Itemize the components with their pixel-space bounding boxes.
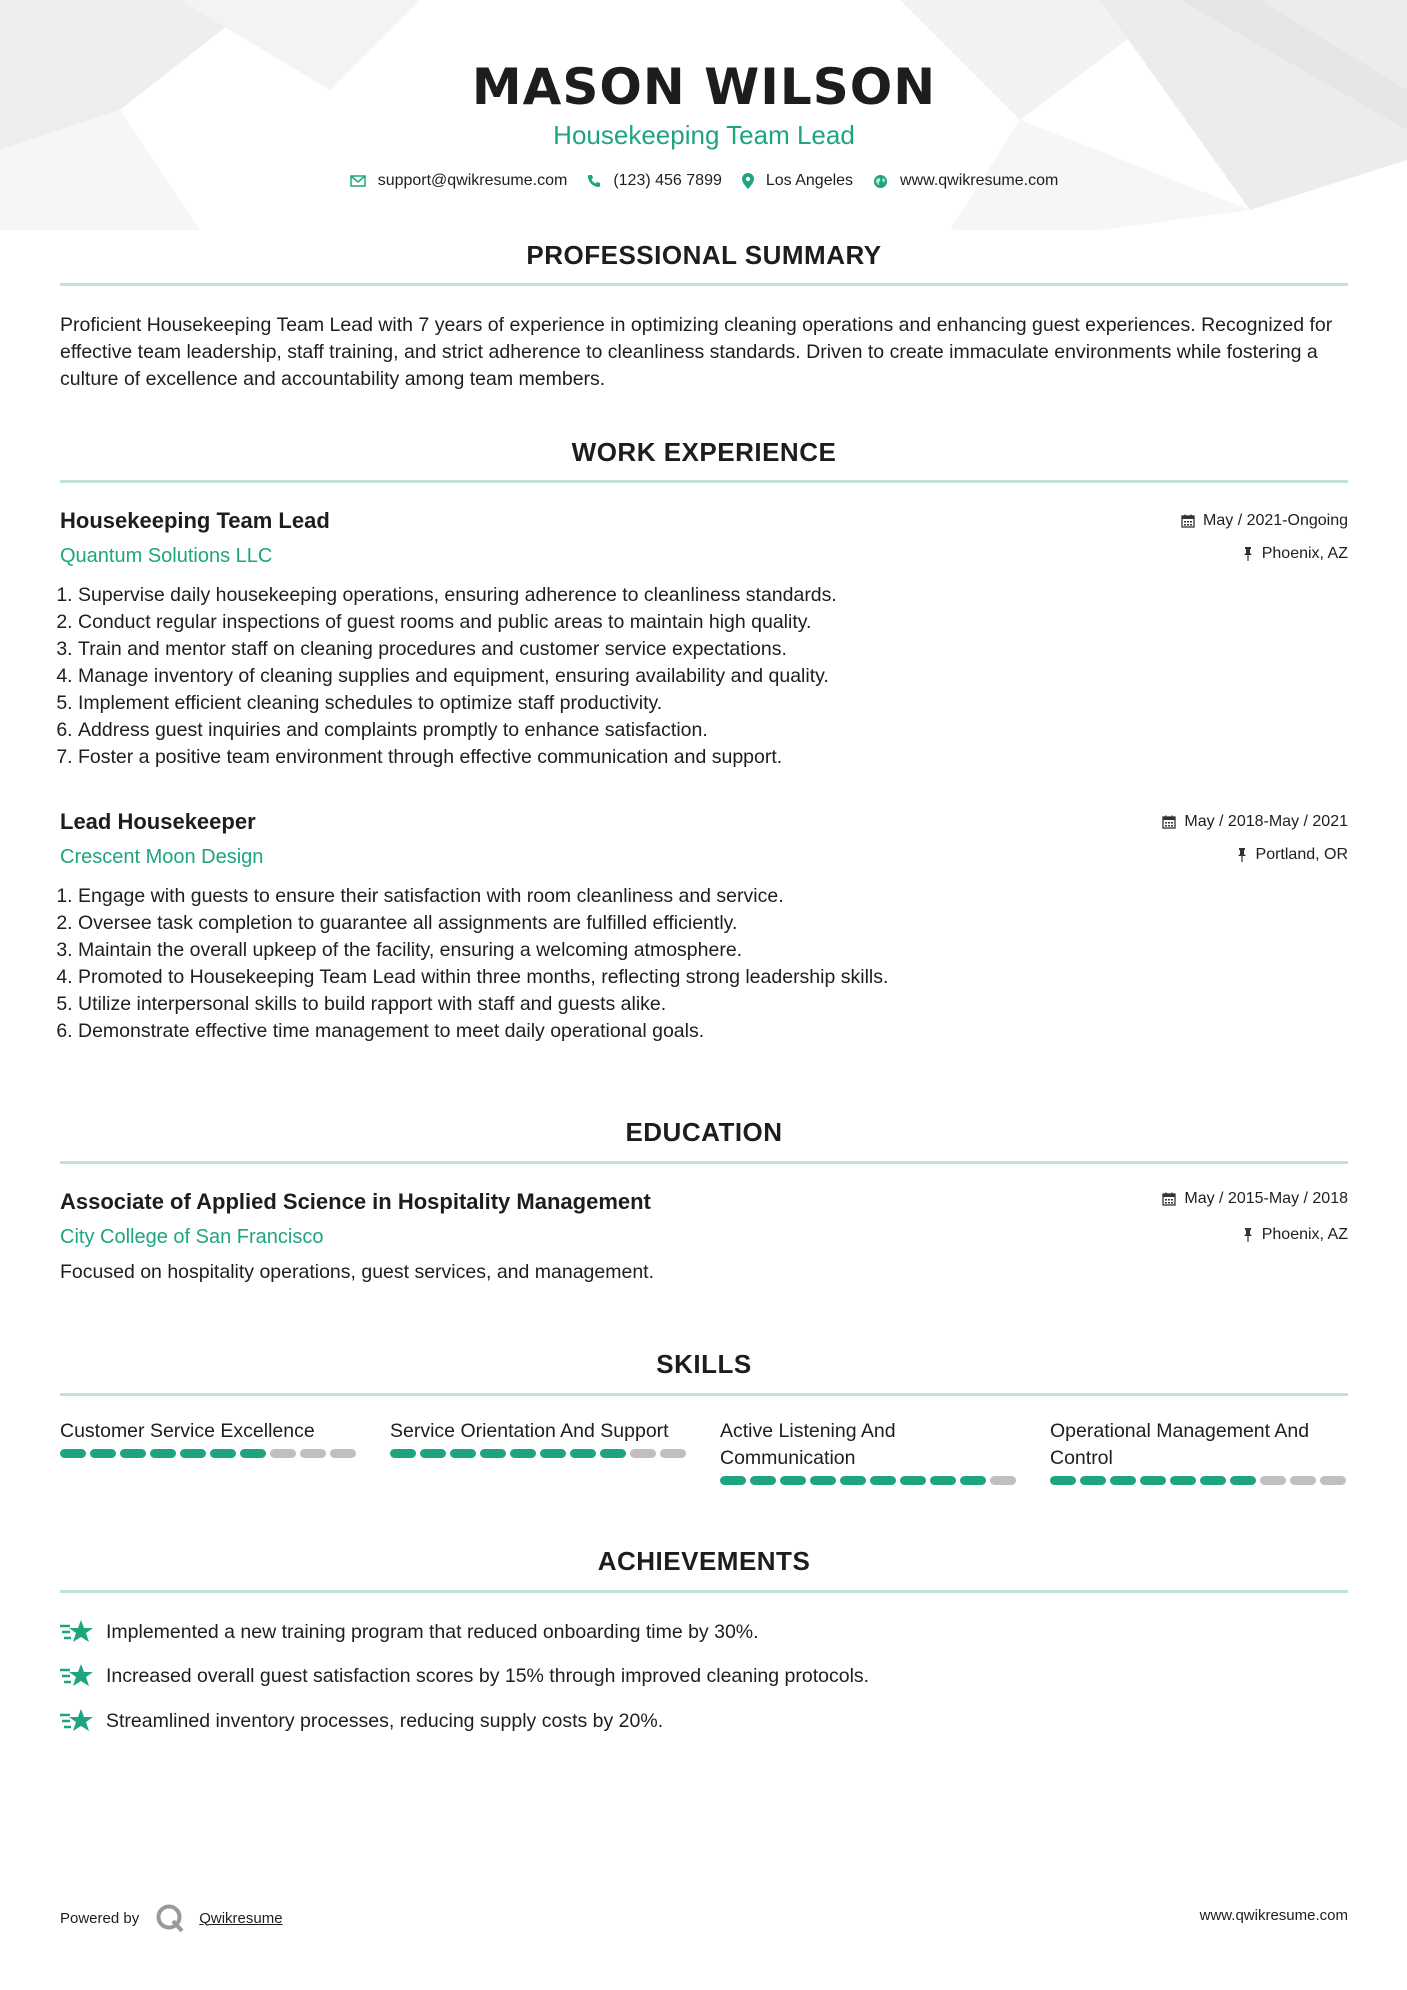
summary-heading: PROFESSIONAL SUMMARY xyxy=(526,240,882,270)
job-title: Lead Housekeeper xyxy=(60,809,256,834)
achievements-rule xyxy=(60,1590,1348,1593)
contact-website[interactable] xyxy=(873,172,1058,190)
experience-heading: WORK EXPERIENCE xyxy=(571,437,837,467)
achievement-item xyxy=(60,1618,1348,1646)
education-location-text: Phoenix, AZ xyxy=(1261,1226,1348,1243)
skill-level-segment xyxy=(1200,1476,1226,1485)
skill-name: Operational Management And Control xyxy=(1050,1420,1310,1469)
skill-level-segment xyxy=(1050,1476,1076,1485)
skill-level-segment xyxy=(1290,1476,1316,1485)
achievement-text: Increased overall guest satisfaction scores by 15% through improved cleaning protocols. xyxy=(106,1664,870,1687)
skill-name: Active Listening And Communication xyxy=(720,1420,896,1469)
job-location xyxy=(1242,545,1348,563)
list-item: 1. Supervise daily housekeeping operations, ensuring adherence to cleanliness standards. xyxy=(78,582,1348,609)
skill-level-segment xyxy=(870,1476,896,1485)
skill-level-segment xyxy=(90,1449,116,1458)
skill-level-segment xyxy=(930,1476,956,1485)
list-item: 6. Address guest inquiries and complaints promptly to enhance satisfaction. xyxy=(78,717,1348,744)
skill-level-segment xyxy=(840,1476,866,1485)
footer-website[interactable]: www.qwikresume.com xyxy=(1199,1907,1348,1924)
skill-level-segment xyxy=(900,1476,926,1485)
skill-level-bar xyxy=(1050,1476,1348,1485)
qwikresume-logo-icon xyxy=(155,1903,185,1933)
map-pin-icon xyxy=(742,173,754,189)
skill-level-segment xyxy=(480,1449,506,1458)
list-item: 3. Train and mentor staff on cleaning procedures and customer service expectations. xyxy=(78,636,1348,663)
skill-level-segment xyxy=(990,1476,1016,1485)
star-icon xyxy=(60,1618,94,1646)
education-rule xyxy=(60,1161,1348,1164)
calendar-icon xyxy=(1162,1192,1176,1206)
skill-level-segment xyxy=(720,1476,746,1485)
skill-name: Service Orientation And Support xyxy=(390,1420,669,1442)
list-item: 2. Conduct regular inspections of guest rooms and public areas to maintain high quality. xyxy=(78,609,1348,636)
job-company: Quantum Solutions LLC xyxy=(60,545,273,567)
skill-level-segment xyxy=(570,1449,596,1458)
skill-level-segment xyxy=(330,1449,356,1458)
contact-location xyxy=(742,172,853,190)
job-dates-text: May / 2021-Ongoing xyxy=(1203,512,1348,529)
candidate-name: MASON WILSON xyxy=(471,58,937,116)
pushpin-icon xyxy=(1242,1228,1254,1242)
skill-item xyxy=(720,1418,1018,1508)
list-item: 5. Utilize interpersonal skills to build rapport with staff and guests alike. xyxy=(78,991,1348,1018)
job-duties-list xyxy=(42,582,1348,771)
skill-level-segment xyxy=(510,1449,536,1458)
skill-level-segment xyxy=(750,1476,776,1485)
skill-item xyxy=(1050,1418,1348,1508)
contact-email-text: support@qwikresume.com xyxy=(377,172,568,189)
skills-grid xyxy=(60,1418,1348,1508)
skill-level-bar xyxy=(390,1449,688,1458)
list-item: 4. Manage inventory of cleaning supplies and equipment, ensuring availability and quality. xyxy=(78,663,1348,690)
skill-level-segment xyxy=(1230,1476,1256,1485)
achievements-heading: ACHIEVEMENTS xyxy=(597,1546,811,1576)
achievement-item xyxy=(60,1662,1348,1690)
skill-level-segment xyxy=(1110,1476,1136,1485)
degree-title: Associate of Applied Science in Hospitality Management xyxy=(60,1189,651,1214)
skill-level-segment xyxy=(1170,1476,1196,1485)
job-location-text: Phoenix, AZ xyxy=(1261,545,1348,562)
list-item: 2. Oversee task completion to guarantee all assignments are fulfilled efficiently. xyxy=(78,910,1348,937)
skill-level-segment xyxy=(540,1449,566,1458)
school-name: City College of San Francisco xyxy=(60,1226,324,1248)
skill-level-segment xyxy=(1260,1476,1286,1485)
job-dates xyxy=(1181,512,1348,530)
summary-text: Proficient Housekeeping Team Lead with 7 years of experience in optimizing cleaning operations and enhancing guest experiences. Recognized for effective team leadership, staff training, and strict adherence to cleanliness standards. Driven to create immaculate environments while fostering a culture of excellence and accountability among team members. xyxy=(60,314,1333,390)
powered-by-label: Powered by xyxy=(60,1909,140,1927)
achievement-text: Implemented a new training program that reduced onboarding time by 30%. xyxy=(106,1620,759,1643)
globe-icon xyxy=(873,174,888,189)
list-item: 1. Engage with guests to ensure their satisfaction with room cleanliness and service. xyxy=(78,883,1348,910)
contact-phone[interactable] xyxy=(587,172,722,190)
skill-level-segment xyxy=(1080,1476,1106,1485)
skills-heading: SKILLS xyxy=(656,1349,752,1379)
footer-powered-by xyxy=(60,1903,283,1933)
summary-rule xyxy=(60,283,1348,286)
contact-location-text: Los Angeles xyxy=(765,172,854,189)
skill-level-segment xyxy=(300,1449,326,1458)
skill-level-bar xyxy=(720,1476,1018,1485)
skill-level-segment xyxy=(210,1449,236,1458)
envelope-icon xyxy=(350,175,366,187)
experience-rule xyxy=(60,480,1348,483)
skill-level-segment xyxy=(390,1449,416,1458)
education-description: Focused on hospitality operations, guest services, and management. xyxy=(60,1261,655,1283)
achievement-item xyxy=(60,1707,1348,1735)
job-location xyxy=(1236,846,1348,864)
contact-website-text: www.qwikresume.com xyxy=(900,172,1059,189)
contact-bar xyxy=(60,172,1348,190)
skill-level-segment xyxy=(1320,1476,1346,1485)
education-heading: EDUCATION xyxy=(625,1117,783,1147)
achievement-text: Streamlined inventory processes, reducing supply costs by 20%. xyxy=(106,1709,664,1732)
job-location-text: Portland, OR xyxy=(1255,846,1348,863)
star-icon xyxy=(60,1707,94,1735)
qwikresume-link[interactable]: Qwikresume xyxy=(199,1909,283,1927)
star-icon xyxy=(60,1662,94,1690)
skill-level-bar xyxy=(60,1449,358,1458)
skill-item xyxy=(390,1418,688,1508)
skills-rule xyxy=(60,1393,1348,1396)
education-location xyxy=(1242,1226,1348,1244)
pushpin-icon xyxy=(1242,547,1254,561)
skill-item xyxy=(60,1418,358,1508)
skill-level-segment xyxy=(240,1449,266,1458)
job-duties-list xyxy=(42,883,1348,1045)
skill-level-segment xyxy=(270,1449,296,1458)
calendar-icon xyxy=(1181,514,1195,528)
candidate-title: Housekeeping Team Lead xyxy=(553,120,855,150)
contact-email[interactable] xyxy=(350,172,568,190)
list-item: 3. Maintain the overall upkeep of the facility, ensuring a welcoming atmosphere. xyxy=(78,937,1348,964)
skill-level-segment xyxy=(1140,1476,1166,1485)
contact-phone-text: (123) 456 7899 xyxy=(613,172,722,189)
education-dates-text: May / 2015-May / 2018 xyxy=(1184,1190,1348,1207)
skill-level-segment xyxy=(630,1449,656,1458)
skill-level-segment xyxy=(810,1476,836,1485)
list-item: 4. Promoted to Housekeeping Team Lead within three months, reflecting strong leadership skills. xyxy=(78,964,1348,991)
skill-name: Customer Service Excellence xyxy=(60,1420,315,1442)
skill-level-segment xyxy=(660,1449,686,1458)
list-item: 7. Foster a positive team environment through effective communication and support. xyxy=(78,744,1348,771)
job-title: Housekeeping Team Lead xyxy=(60,508,330,533)
skill-level-segment xyxy=(60,1449,86,1458)
list-item: 5. Implement efficient cleaning schedules to optimize staff productivity. xyxy=(78,690,1348,717)
pushpin-icon xyxy=(1236,848,1248,862)
phone-icon xyxy=(587,174,601,188)
skill-level-segment xyxy=(600,1449,626,1458)
skill-level-segment xyxy=(180,1449,206,1458)
skill-level-segment xyxy=(120,1449,146,1458)
calendar-icon xyxy=(1162,815,1176,829)
job-company: Crescent Moon Design xyxy=(60,846,264,868)
skill-level-segment xyxy=(450,1449,476,1458)
education-dates xyxy=(1162,1190,1348,1208)
skill-level-segment xyxy=(960,1476,986,1485)
job-dates xyxy=(1162,813,1348,831)
job-dates-text: May / 2018-May / 2021 xyxy=(1184,813,1348,830)
skill-level-segment xyxy=(420,1449,446,1458)
skill-level-segment xyxy=(780,1476,806,1485)
list-item: 6. Demonstrate effective time management to meet daily operational goals. xyxy=(78,1018,1348,1045)
skill-level-segment xyxy=(150,1449,176,1458)
